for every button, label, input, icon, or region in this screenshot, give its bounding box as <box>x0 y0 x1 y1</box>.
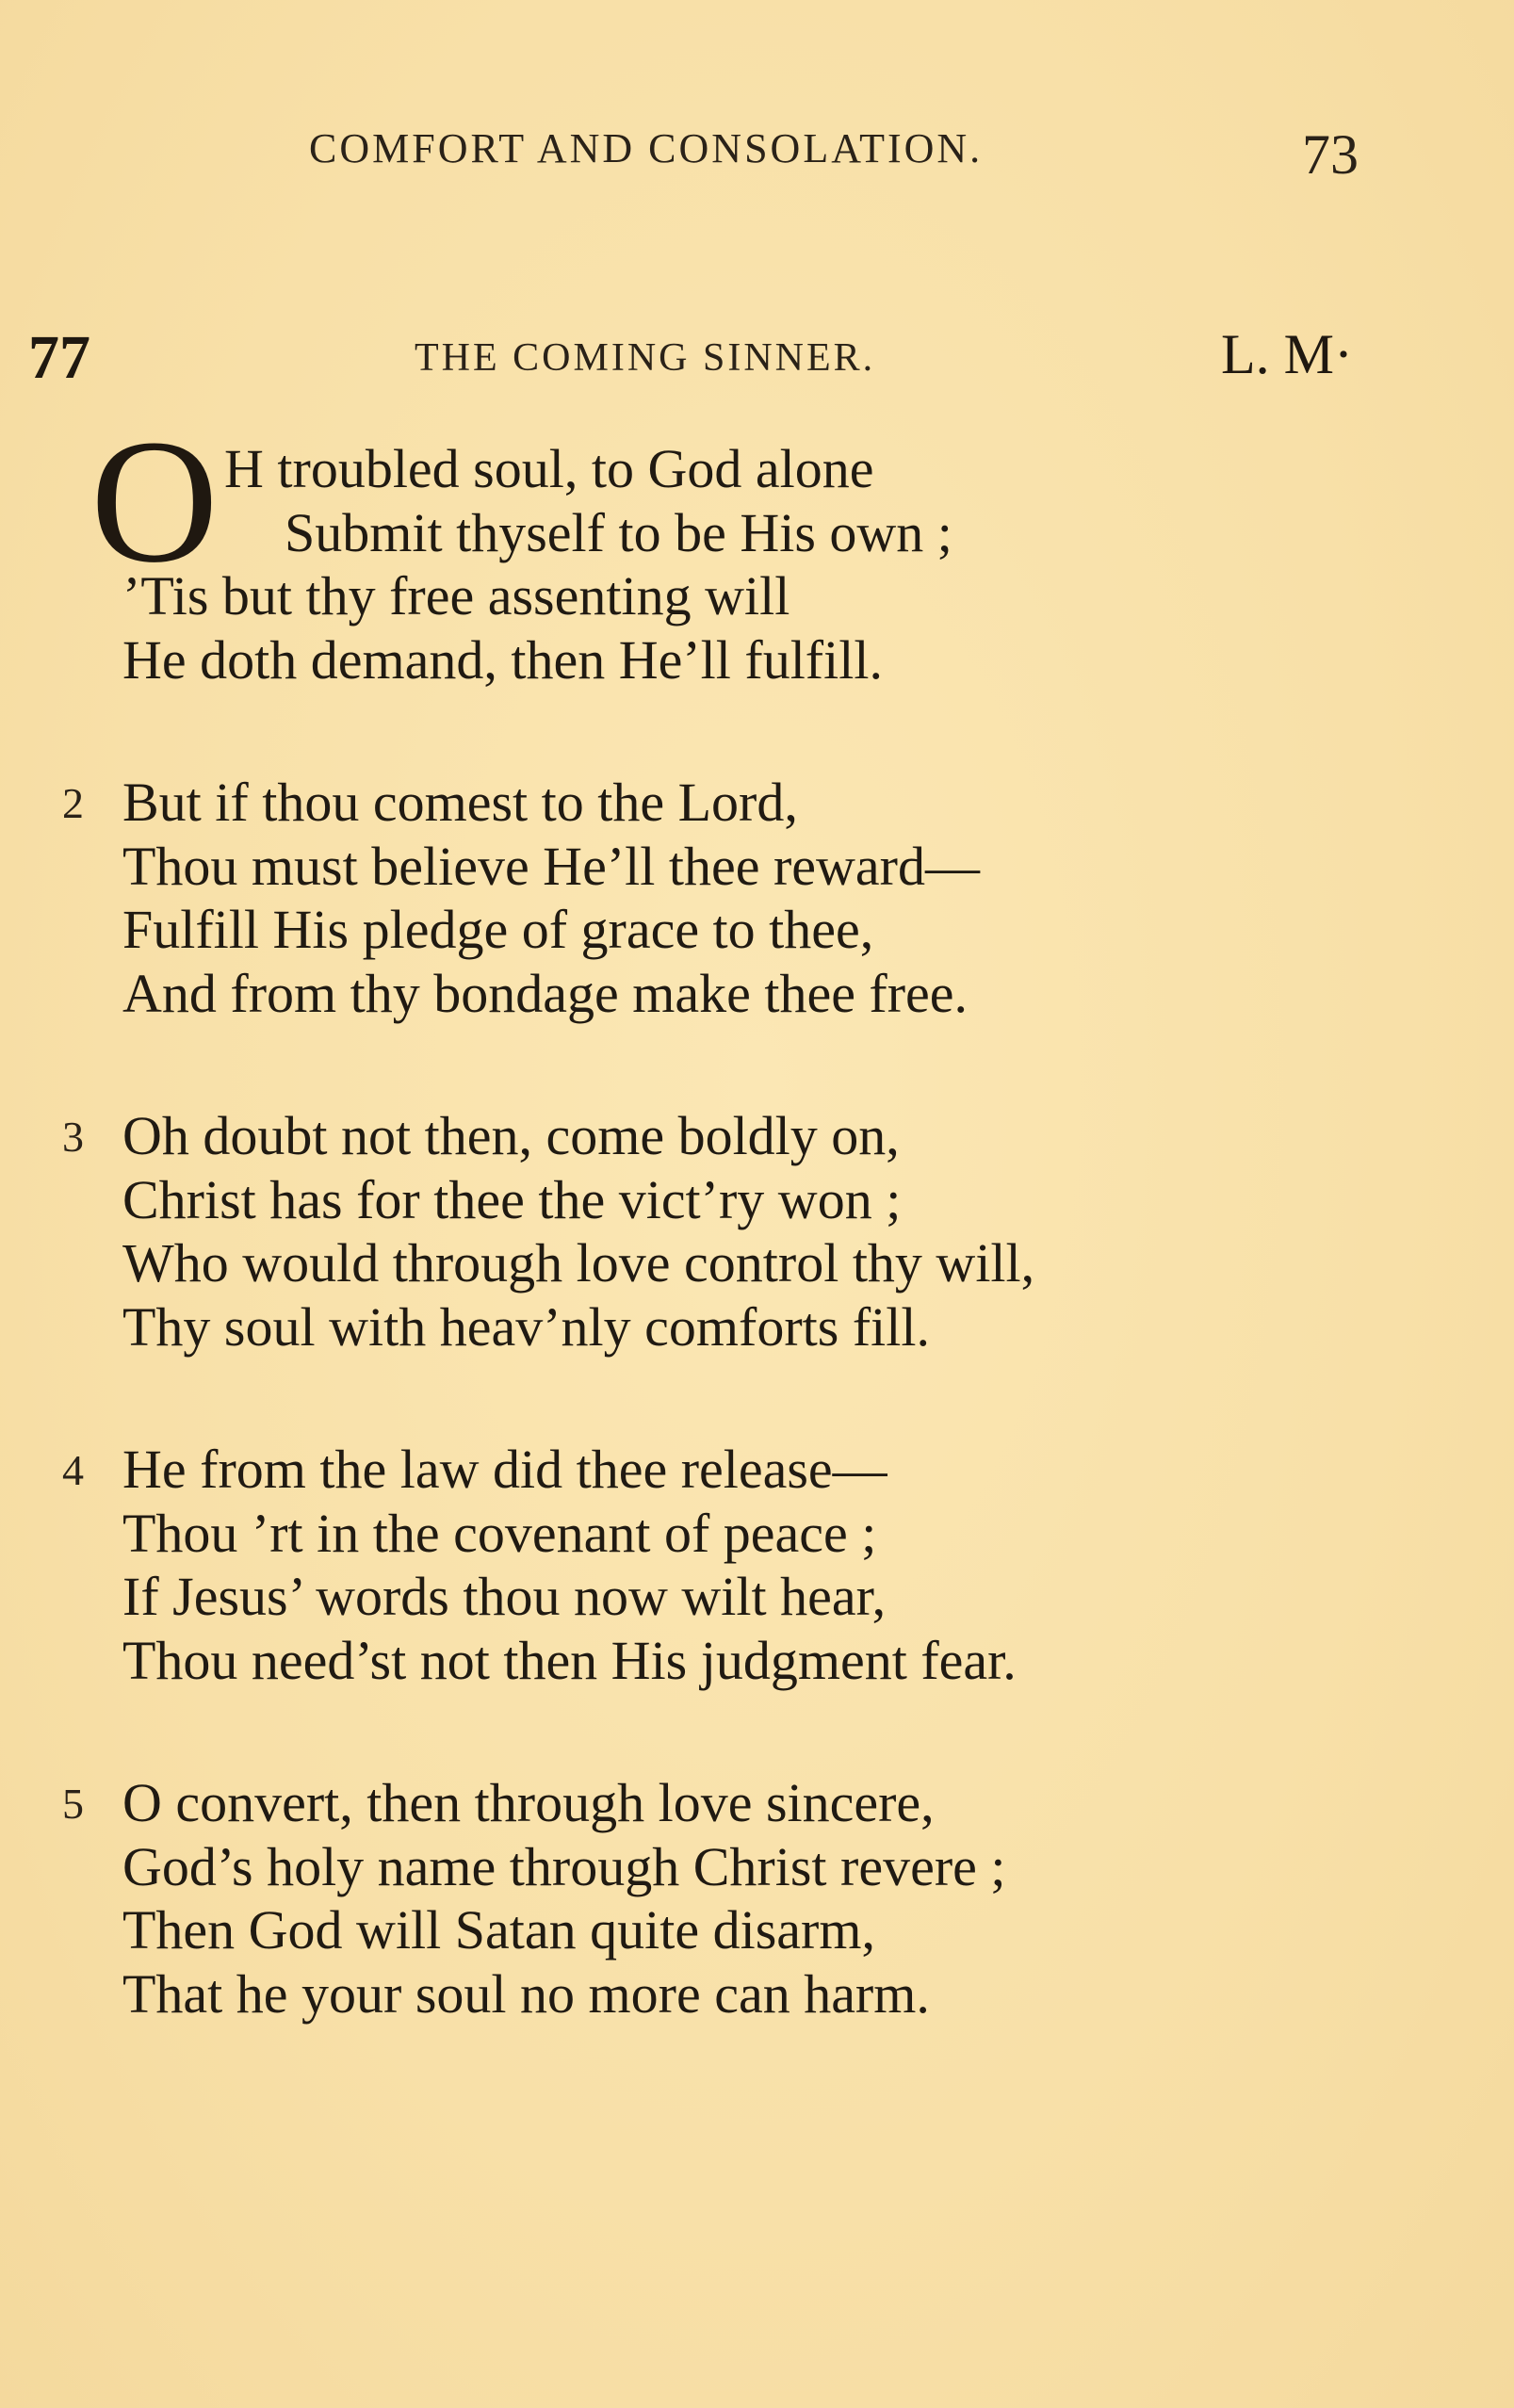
verse-number: 3 <box>62 1113 84 1161</box>
verse-line: ’Tis but thy free assenting will <box>122 565 790 626</box>
page-number: 73 <box>1302 123 1359 186</box>
verse-line: But if thou comest to the Lord, <box>122 772 798 833</box>
hymn-title: THE COMING SINNER. <box>415 336 876 380</box>
verse-line: Thou must believe He’ll thee reward— <box>122 835 980 897</box>
running-head: COMFORT AND CONSOLATION. <box>309 125 984 171</box>
verse-3 <box>122 1104 1034 1359</box>
verse-number: 5 <box>62 1780 84 1828</box>
verse-4 <box>122 1438 1017 1692</box>
drop-cap: O <box>90 402 219 599</box>
verse-line: Oh doubt not then, come boldly on, <box>122 1105 900 1166</box>
verse-number: 2 <box>62 779 84 827</box>
verse-line: He from the law did thee release— <box>122 1439 887 1500</box>
verse-line: Thy soul with heav’nly comforts fill. <box>122 1295 930 1358</box>
verse-line: God’s holy name through Christ revere ; <box>122 1835 1006 1897</box>
verse-line: Submit thyself to be His own ; <box>285 501 952 563</box>
verse-line: Fulfill His pledge of grace to thee, <box>122 899 874 960</box>
verse-line: Thou need’st not then His judgment fear. <box>122 1629 1017 1691</box>
verse-number: 4 <box>62 1446 84 1494</box>
verse-5 <box>122 1771 1006 2026</box>
verse-line: Then God will Satan quite disarm, <box>122 1899 875 1961</box>
verse-1 <box>122 437 952 691</box>
verse-line: Thou ’rt in the covenant of peace ; <box>122 1502 877 1564</box>
hymn-number: 77 <box>28 323 90 392</box>
verse-line: That he your soul no more can harm. <box>122 1962 930 2025</box>
hymn-meter: L. M· <box>1221 323 1353 385</box>
verse-line: Who would through love control thy will, <box>122 1232 1035 1293</box>
verse-line: And from thy bondage make thee free. <box>122 962 969 1024</box>
verse-line: If Jesus’ words thou now wilt hear, <box>122 1566 887 1627</box>
verse-line: He doth demand, then He’ll fulfill. <box>122 628 883 691</box>
verse-line: H troubled soul, to God alone <box>224 438 874 499</box>
verse-line: O convert, then through love sincere, <box>122 1772 935 1833</box>
verse-2 <box>122 771 980 1025</box>
verse-line: Christ has for thee the vict’ry won ; <box>122 1168 902 1230</box>
